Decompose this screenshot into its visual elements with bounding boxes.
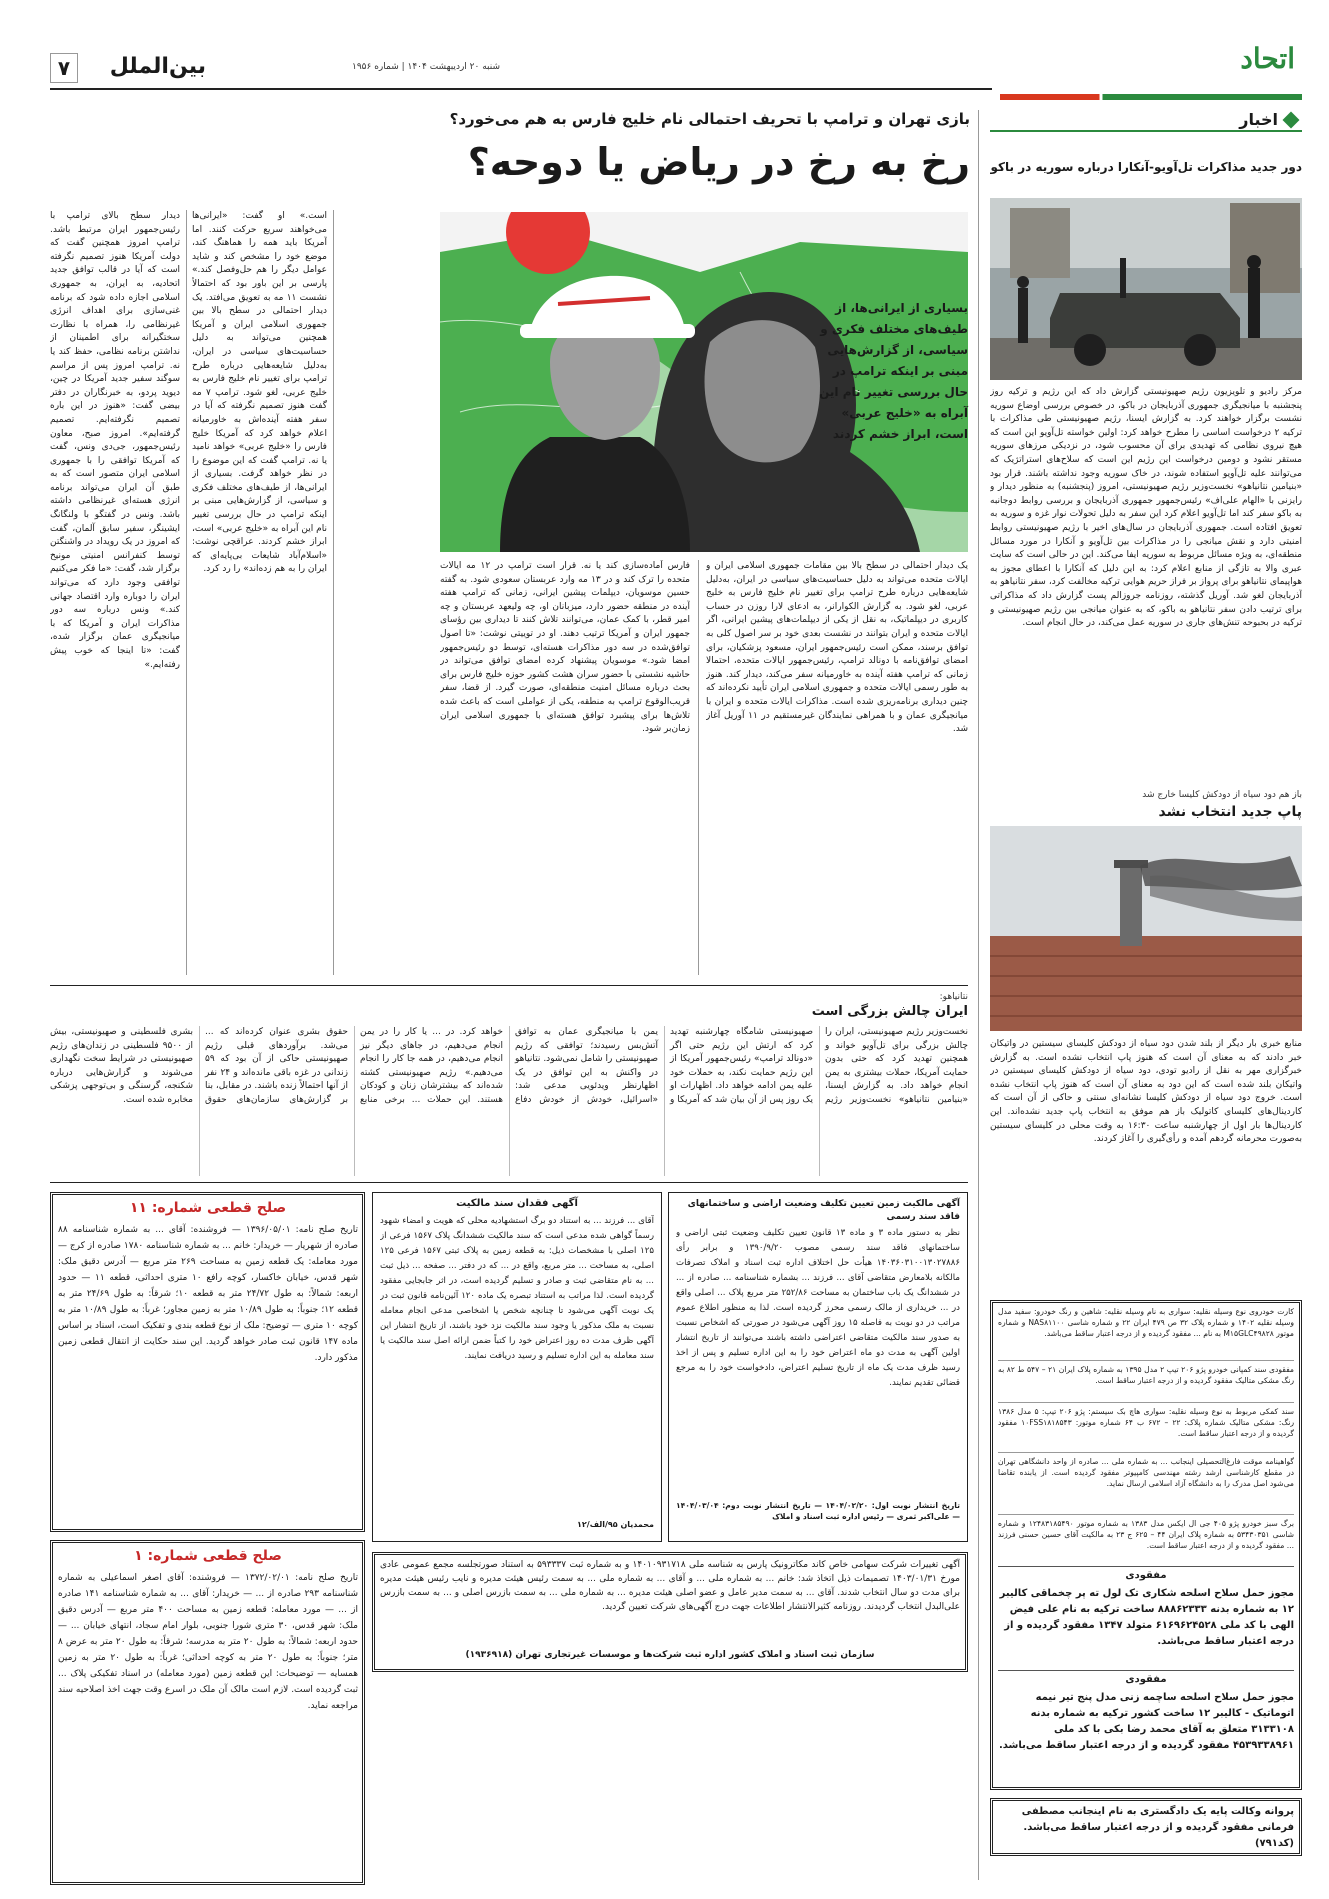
news2-kicker: باز هم دود سیاه از دودکش کلیسا خارج شد <box>1142 790 1302 800</box>
ad-divider <box>998 1360 1294 1361</box>
company-notice-body: آگهی تغییرات شرکت سهامی خاص کاند مکاترونیک پارس به شناسه ملی ۱۴۰۱۰۹۳۱۷۱۸ و به شماره ثبت ۵۹۳۳۳۷ به استناد صورتجلسه مجمع عمومی عادی مورخ ۱۴۰۳/۰۱/۳۱ تصمیمات ذیل اتخاذ شد: خانم ... به شماره ملی ... و آقای ... به شماره ملی ... به سمت رئیس هیئت مدیره و نایب رئیس هیئت مدیره برای مدت دو سال انتخاب شدند. آقای ... به سمت مدیر عامل و عضو اصلی هیئت مدیره ... به شماره ملی ... به سمت بازرس اصلی و ... به سمت بازرس علی‌البدل انتخاب گردیدند. روزنامه کثیرالانتشار اطلاعات جهت درج آگهی‌های شرکت تعیین گردید. <box>380 1560 960 1612</box>
ad-divider <box>998 1402 1294 1403</box>
article-col-3: است.» او گفت: «ایرانی‌ها می‌خواهند سریع حرکت کنند. اما آمریکا باید همه را هماهنگ کند، موضع خود را مشخص کند و شاید عوامل دیگر را هم حل‌وفصل کند.» پارسی بر این باور بود که احتمالاً نشست ۱۱ مه به تعویق می‌افتد. یک دیدار احتمالی در سطح بالا بین جمهوری اسلامی ایران و آمریکا همچنین می‌تواند به دلیل حساسیت‌های سیاسی در ایران، به‌دلیل شایعه‌هایی درباره طرح ترامپ برای تغییر نام خلیج فارس به خلیج عربی، لغو شود. ترامپ ۷ مه گفت هنوز تصمیم نگرفته که آیا در سفر هفته آینده‌اش به خاورمیانه اعلام خواهد کرد که آمریکا خلیج فارس را «خلیج عربی» خواهد نامید یا نه. ترامپ گفت که این موضوع را در نظر خواهد گرفت. بسیاری از ایرانی‌ها، از طیف‌های مختلف فکری و سیاسی، از گزارش‌هایی مبنی بر اینکه ترامپ در حال بررسی تغییر نام این آبراه به «خلیج عربی» است، ابراز خشم کردند. عراقچی نوشت: «اسلام‌آباد شایعات بی‌پایه‌ای که ایران را به هم زده‌اند» را رد کرد. <box>192 211 327 575</box>
news2-title: پاپ جدید انتخاب نشد <box>1158 804 1302 820</box>
sidebar-ad-4: گواهینامه موقت فارغ‌التحصیلی اینجانب ... به شماره ملی ... صادره از واحد دانشگاهی تهران در مقطع کارشناسی ارشد رشته مهندسی کامپیوتر مفقود گردیده است. از یابنده تقاضا می‌شود اصل مدرک را به دانشگاه آزاد اسلامی ارسال نماید. <box>998 1457 1294 1489</box>
ad-divider <box>998 1670 1294 1671</box>
ad-divider <box>998 1566 1294 1567</box>
sidebar-ad-3: سند کمکی مربوط به نوع وسیله نقلیه: سواری هاچ بک سیستم: پژو ۲۰۶ تیپ: ۵ مدل ۱۳۸۶ رنگ: مشکی متالیک شماره پلاک: ۲۲ – ۶۷۲ ب ۶۴ شماره موتور: ۱۰FSS۱۸۱۸۵۴۳ مفقود گردیده و از درجه اعتبار ساقط است. <box>998 1407 1294 1439</box>
section-rule <box>50 985 968 986</box>
header-rule <box>50 88 992 90</box>
ad-heading-lost: مفقودی <box>1125 1674 1167 1685</box>
pullquote: بسیاری از ایرانی‌ها، از طیف‌های مختلف فکری و سیاسی، از گزارش‌هایی مبنی بر اینکه ترامپ در حال بررسی تغییر نام این آبراه به «خلیج عربی» است، ابراز خشم کردند <box>819 301 968 441</box>
overline: بازی تهران و ترامپ با تحریف احتمالی نام خلیج فارس به هم می‌خورد؟ <box>449 110 970 128</box>
section-rule <box>50 1182 968 1183</box>
sale1-title: صلح قطعی شماره: ۱۱ <box>129 1200 287 1216</box>
land-notice-body: نظر به دستور ماده ۳ و ماده ۱۳ قانون تعیین تکلیف وضعیت ثبتی اراضی و ساختمانهای فاقد سند رسمی مصوب ۱۳۹۰/۹/۲۰ و برابر رأی ۱۴۰۳۶۰۳۱۰۰۱۳۰۲۷۸۸۶ هیأت حل اختلاف اداره ثبت اسناد و املاک تصرفات مالکانه بلامعارض متقاضی آقای ... فرزند ... بشماره شناسنامه ... صادره از ... در ششدانگ یک باب ساختمان به مساحت ۲۵۲/۸۶ متر مربع پلاک ... اصلی واقع در ... خریداری از مالک رسمی محرز گردیده است. لذا به منظور اطلاع عموم مراتب در دو نوبت به فاصله ۱۵ روز آگهی می‌شود در صورتی که اشخاص نسبت به صدور سند مالکیت متقاضی اعتراضی داشته باشند می‌توانند از تاریخ انتشار اولین آگهی به مدت دو ماه اعتراض خود را به این اداره تسلیم و پس از اخذ رسید ظرف مدت یک ماه از تاریخ تسلیم اعتراض، دادخواست خود را به مرجع قضائی تقدیم نمایند. <box>676 1228 960 1388</box>
news1-body: مرکز رادیو و تلویزیون رژیم صهیونیستی گزارش داد که این رژیم و ترکیه روز پنجشنبه با میانجیگری جمهوری آذربایجان در باکو، در خصوص بررسی اوضاع سوریه نشست برگزار خواهند کرد. به گزارش ایسنا، رژیم صهیونیستی طی مذاکرات با ترکیه ۲ درخواست اساسی را مطرح خواهد کرد: اولین خواسته تل‌آویو این است که هیچ نیروی نظامی که تهدیدی برای آن محسوب شود، در نزدیکی مرزهای سوریه مستقر نشود و دومین درخواست این رژیم این است که سلاح‌های استراتژیک که می‌توانند علیه تل‌آویو استفاده شوند، در خاک سوریه وجود نداشته باشند. قرار بود «بنیامین نتانیاهو» نخست‌وزیر رژیم صهیونیستی، امروز (پنجشنبه) به منظور دیدار و رایزنی با «الهام علی‌اف» رئیس‌جمهور جمهوری آذربایجان و بررسی روابط دوجانبه به باکو سفر کند اما تل‌آویو اعلام کرد این سفر به دلیل تحولات نوار غزه و سوریه به تعویق افتاده است. جمهوری آذربایجان در سال‌های اخیر با رژیم صهیونیستی روابط امنیتی دارد و نقش میانجی را در مذاکرات بین تل‌آویو و آنکارا در مورد مسائل منطقه‌ای، به ویژه مسائل مربوط به سوریه ایفا می‌کند. این در حالی است که سایت عبری والا به تازگی از منابع اعلام کرد: به این دلیل که آنکارا با اعطای مجوز به هواپیمای نتانیاهو برای پرواز بر فراز حریم هوایی ترکیه مخالفت کرد، سفر نتانیاهو به آذربایجان لغو شد. آوریل گذشته، روزنامه جروزالم پست گزارش داد که مذاکراتی برای ترتیب دادن سفر نتانیاهو به باکو، که به عنوان میانجی بین رژیم صهیونیستی و ترکیه در بحبوحه تنش‌های جاری در سوریه عمل می‌کند، در حال انجام است. <box>990 387 1302 629</box>
lower-kicker: نتانیاهو: <box>939 992 968 1002</box>
ad-divider <box>998 1514 1294 1515</box>
article-col-4: دیدار سطح بالای ترامپ با رئیس‌جمهور ایران مرتبط باشد. ترامپ امروز همچنین گفت که دولت آمریکا هنوز تصمیم نگرفته است که آیا در قالب توافق جدید اتحادیه، به ایران، به جمهوری اسلامی اجازه داده شود که برنامه غنی‌سازی برای اهداف انرژی غیرنظامی را، همراه با نظارت سختگیرانه برای اطمینان از نداشتن برنامه نظامی، حفظ کند یا نه. ترامپ امروز پس از مراسم سوگند سفیر جدید آمریکا در چین، دیوید پردو، به خبرنگاران در دفتر بیضی گفت: «هنوز در این باره تصمیم نگرفته‌ایم. تصمیم گرفته‌ایم». امروز صبح، معاون رئیس‌جمهور، جی‌دی ونس، گفت که آمریکا توافقی را با جمهوری اسلامی ایران متصور است که به طبق آن ایران می‌تواند برنامه انرژی هسته‌ای غیرنظامی داشته باشد. ونس در گفتگو با ولنگانگ ایشینگر، سفیر سابق آلمان، گفت که امروز در یک رویداد در واشنگتن توسط کنفرانس امنیتی مونیخ برگزار شد، گفت: «ما فکر می‌کنیم توافقی وجود دارد که می‌تواند ایران را دوباره وارد اقتصاد جهانی کند.» ونس درباره سه دور مذاکرات ایران و آمریکا که با میانجیگری عمان برگزار شده، گفت: «تا اینجا که خوب پیش رفته‌ایم.» <box>50 211 180 670</box>
sidebar-heading: اخبار <box>1239 110 1278 129</box>
ad-heading-lost: مفقودی <box>1125 1570 1167 1581</box>
page-header <box>30 42 1302 88</box>
news2-body: منابع خبری بار دیگر از بلند شدن دود سیاه از دودکش کلیسای سیستین در واتیکان خبر دادند که به معنای آن است که هنوز پاپ انتخاب نشده است. به گزارش خبرگزاری مهر به نقل از رادیو تودی، دود سیاه از دودکش کلیسای سیستین در واتیکان بلند شده است که این دود به معنای آن است که هنوز پاپ انتخاب نشده است. خروج دود سیاه از دودکش کلیسا نشانه‌ای سنتی و حاکی از آن است که کاردینال‌های کلیسای کاتولیک باز هم موفق به انتخاب پاپ جدید نشده‌اند. این کاردینال‌ها بار اول از چهارشنبه ساعت ۱۶:۳۰ به وقت محلی در کلیسای سیستین به‌صورت محرمانه گردهم آمده و رأی‌گیری را آغاز کردند. <box>990 1039 1302 1145</box>
sidebar-ad-6: مجوز حمل سلاح اسلحه شکاری تک لول ته پر چخماقی کالیبر ۱۲ به شماره بدنه ۸۸۸۶۲۳۳۳ ساخت ترکیه به نام علی فیض الهی با کد ملی ۶۱۶۹۶۲۴۵۲۸ متولد ۱۳۴۷ مفقود گردیده و از درجه اعتبار ساقط می‌باشد. <box>999 1588 1294 1647</box>
lower-title: ایران چالش بزرگی است <box>811 1004 968 1019</box>
lost-deed-title: آگهی فقدان سند مالکیت <box>456 1198 578 1209</box>
section-title: بین‌الملل <box>109 54 206 79</box>
date-issue: شنبه ۲۰ اردیبهشت ۱۴۰۴ | شماره ۱۹۵۶ <box>351 62 500 72</box>
sidebar-ad-7: مجوز حمل سلاح اسلحه ساچمه زنی مدل پنج تیر نیمه اتوماتیک - کالیبر ۱۲ ساخت کشور ترکیه به شماره بدنه ۳۱۳۳۱۰۸ متعلق به آقای محمد رضا بکی با کد ملی ۴۵۳۹۳۳۸۹۶۱ مفقود گردیده و از درجه اعتبار ساقط می‌باشد. <box>998 1692 1294 1751</box>
lower-article-body: نخست‌وزیر رژیم صهیونیستی، ایران را چالش بزرگی برای تل‌آویو خواند و همچنین تهدید کرد که حتی بدون حمایت آمریکا، حملات بیشتری به یمن انجام خواهد داد. به گزارش ایسنا، «بنیامین نتانیاهو» نخست‌وزیر رژیم صهیونیستی شامگاه چهارشنبه تهدید کرد که ارتش این رژیم حتی اگر «دونالد ترامپ» رئیس‌جمهور آمریکا از این رژیم حمایت نکند، به حملات خود علیه یمن ادامه خواهد داد. اظهارات او یک روز پس از آن بیان شد که آمریکا و یمن با میانجیگری عمان به توافق آتش‌بس رسیدند؛ توافقی که رژیم صهیونیستی را شامل نمی‌شود. نتانیاهو در واکنش به این توافق در یک اظهارنظر ویدئویی مدعی شد: «اسرائیل، خودش از خودش دفاع خواهد کرد. در ... یا کار را در یمن انجام می‌دهیم، در جاهای دیگر نیز انجام می‌دهیم، در همه جا کار را انجام می‌دهیم.» رژیم صهیونیستی کشته شده‌اند که بیشترشان زنان و کودکان هستند. این حملات ... برخی منابع حقوق بشری عنوان کرده‌اند که ... می‌شد. برآوردهای قبلی رژیم صهیونیستی حاکی از آن بود که ۵۹ زندانی در غزه باقی مانده‌اند و ۲۴ نفر از آنها احتمالاً زنده باشند. در مقابل، بنا بر گزارش‌های سازمان‌های حقوق بشری فلسطینی و صهیونیستی، بیش از ۹۵۰۰ فلسطینی در زندان‌های رژیم صهیونیستی در شرایط سخت نگهداری می‌شوند و گزارش‌هایی درباره شکنجه، گرسنگی و بی‌توجهی پزشکی مخابره شده است. <box>50 1027 968 1105</box>
sale2-title: صلح قطعی شماره: ۱ <box>134 1548 282 1564</box>
sale1-body: تاریخ صلح نامه: ۱۳۹۶/۰۵/۰۱ — فروشنده: آقای ... به شماره شناسنامه ۸۸ صادره از شهریار — خریدار: خانم ... به شماره شناسنامه ۱۷۸۰ صادره از کرج — مورد معامله: یک قطعه زمین به مساحت ۲۶۹ متر مربع — آدرس دقیق ملک: شهر قدس، خیابان خاکسار، کوچه رافع ۱۰ متری احداثی، قطعه ۱۱ — حدود اربعه: شمالاً: به طول ۲۴/۷۲ متر به قطعه ۱۰؛ شرقاً: به طول ۲۴/۶۹ متر به قطعه ۱۲؛ جنوباً: به طول ۱۰/۸۹ متر به زمین مجاور؛ غرباً: به طول ۱۰/۸۹ متر به کوچه ۱۰ متری — توضیح: ملک از نوع قطعه بندی و تفکیک است، اسناد بر اساس ماده ۱۴۷ قانون ثبت صادر خواهد گردید. این سند حکایت از انتقال قطعی زمین مذکور دارد. <box>58 1225 358 1363</box>
sidebar-divider <box>978 110 979 1880</box>
news1-title: دور جدید مذاکرات تل‌آویو-آنکارا درباره سوریه در باکو <box>990 160 1302 174</box>
page-number: ۷ <box>57 56 71 80</box>
masthead-logo: اتحاد <box>1240 42 1295 75</box>
article-col-3b <box>340 558 432 975</box>
sale2-body: تاریخ صلح نامه: ۱۳۷۲/۰۲/۰۱ — فروشنده: آقای اصغر اسماعیلی به شماره شناسنامه ۲۹۳ صادره از ... — خریدار: آقای ... به شماره شناسنامه ۱۴۱ صادره از ... — مورد معامله: قطعه زمین به مساحت ۴۰۰ متر مربع — آدرس دقیق ملک: شهر قدس، ۳۰ متری شورا جنوبی، بلوار امام سجاد، انتهای خیابان ... — حدود اربعه: شمالاً: به طول ۲۰ متر به مدرسه؛ شرقاً: به طول ۲۰ متر به عرض ۸ متر؛ جنوباً: به طول ۲۰ متر به کوچه احداثی؛ غرباً: به طول ۲۰ متر به زمین همسایه — توضیحات: این قطعه زمین (مورد معامله) در اسناد تفکیکی پلاک ... ثبت گردیده است. لازم است مالک آن ملک در اسرع وقت جهت اخذ اصلاحیه سند مراجعه نماید. <box>58 1573 358 1711</box>
article-col-2: فارس آماده‌سازی کند یا نه. قرار است ترامپ در ۱۲ مه ایالات متحده را ترک کند و در ۱۳ مه وارد عربستان سعودی شود. به گفته حسین موسویان، دیپلمات پیشین ایرانی، زمانی که ترامپ هفته آینده در منطقه حضور دارد، میزبانان او، چه ولیعهد عربستان و چه امیر قطر، با کمک عمان، می‌توانند تلاش کنند تا دیداری بین رؤسای جمهور ایران و آمریکا ترتیب دهند. او در توییتی نوشت: «تا اصول توافق‌شده در سه دور مذاکرات هسته‌ای، توسط دو رئیس‌جمهور امضا شود.» موسویان پیشنهاد کرده امضای توافق می‌تواند در حاشیه نشستی با حضور سران هشت کشور حوزه خلیج فارس برای بحث درباره مسائل امنیت منطقه‌ای، صورت گیرد. از قضا، سفر قریب‌الوقوع ترامپ به منطقه، یکی از عواملی است که باعث شده تلاش‌ها برای پیشبرد توافق هسته‌ای با جمهوری اسلامی ایران زمان‌بر شود. <box>440 561 690 735</box>
headline: رخ به رخ در ریاض یا دوحه؟ <box>467 140 970 184</box>
sidebar-ad-5: برگ سبز خودرو پژو ۴۰۵ جی ال ایکس مدل ۱۳۸۳ به شماره موتور ۱۲۴۸۳۱۸۵۴۹۰ و شماره شاسی ۵۳۴۳۰۳۵۱ به شماره پلاک ایران ۴۴ – ۶۲۵ ج ۲۳ به مالکیت آقای حسین حسنی فرزند ... مفقود گردیده و از درجه اعتبار ساقط است. <box>998 1519 1294 1551</box>
news2-photo <box>990 826 1302 1031</box>
land-notice-title: آگهی مالکیت زمین تعیین تکلیف وضعیت اراضی و ساختمانهای فاقد سند رسمی <box>687 1199 960 1222</box>
ad-divider <box>998 1452 1294 1453</box>
column-divider <box>698 560 699 975</box>
article-col-1: یک دیدار احتمالی در سطح بالا بین مقامات جمهوری اسلامی ایران و ایالات متحده می‌تواند به دلیل حساسیت‌های سیاسی در ایران، به‌دلیل شایعه‌هایی درباره طرح ترامپ برای تغییر نام خلیج فارس به خلیج عربی، لغو شود. به گزارش الکوارانر، به ادعای لارا روزن در حساب کاربری در دیپلماتیک، به نقل از یکی از دیپلمات‌های پیشین ایرانی، اگر ایالات متحده و ایران بتوانند در نشست بعدی خود بر سر اصول کلی به توافق برسند، ممکن است رئیس‌جمهور ایران، مسعود پزشکیان، برای امضای توافق‌نامه با دونالد ترامپ، رئیس‌جمهور ایالات متحده، احتمالا زمانی که ترامپ هفته آینده به خاورمیانه سفر می‌کند، دیدار کند. هنوز به طور رسمی ایالات متحده و جمهوری اسلامی ایران تأیید نکرده‌اند که چنین دیداری برنامه‌ریزی شده است. مذاکرات ایالات متحده و ایران با میانجیگری عمان و با همراهی نمایندگان غیرمستقیم در ۱۱ آوریل آغاز شد. <box>706 561 968 735</box>
land-notice-footer: تاریخ انتشار نوبت اول: ۱۴۰۴/۰۲/۲۰ — تاریخ انتشار نوبت دوم: ۱۴۰۴/۰۳/۰۴ — علی‌اکبر ثمری — رئیس اداره ثبت اسناد و املاک <box>676 1501 960 1522</box>
lost-deed-body: آقای ... فرزند ... به استناد دو برگ استشهادیه محلی که هویت و امضاء شهود رسماً گواهی شده مدعی است که سند مالکیت ششدانگ پلاک ۱۵۶۷ فرعی از ۱۲۵ اصلی با مشخصات ذیل: به قطعه زمین به پلاک ثبتی ۱۵۶۷ فرعی ۱۲۵ اصلی، به مساحت ... متر مربع، واقع در ... که در دفتر ... صفحه ... ذیل ثبت ... به نام متقاضی ثبت و صادر و تسلیم گردیده است، در اثر جابجایی مفقود گردیده است. لذا مراتب به استناد تبصره یک ماده ۱۲۰ آئین‌نامه قانون ثبت در یک نوبت آگهی می‌شود تا چنانچه شخص یا اشخاصی مدعی انجام معامله نسبت به ملک مذکور یا وجود سند مالکیت نزد خود باشند، از تاریخ انتشار این آگهی ظرف مدت ده روز اعتراض خود را کتباً ضمن ارائه اصل سند مالکیت یا سند معامله به این اداره تسلیم و رسید دریافت نمایند. <box>380 1216 654 1361</box>
news1-photo <box>990 198 1302 380</box>
sidebar-ad-1: کارت خودروی نوع وسیله نقلیه: سواری به نام وسیله نقلیه: شاهین و رنگ خودرو: سفید مدل وسیله نقلیه ۱۴۰۲ و شماره پلاک ۳۲ ص ۴۷۹ ایران ۲۲ و شماره شاسی NAS۸۱۱۰۰ و شماره موتور M۱۵GLC۴۹۸۲۸ به نام ... مفقود گردیده و از درجه اعتبار ساقط می‌باشد. <box>998 1307 1294 1339</box>
lost-deed-footer: محمدیان ۹۵/الف/۱۲ <box>577 1520 654 1529</box>
column-divider <box>333 210 334 975</box>
sidebar-ad-2: مفقودی سند کمپانی خودرو پژو ۲۰۶ تیپ ۲ مدل ۱۳۹۵ به شماره پلاک ایران ۲۱ – ۵۴۷ ط ۸۲ به رنگ مشکی متالیک مفقود گردیده و از درجه اعتبار ساقط است. <box>998 1365 1294 1386</box>
masthead-stripe <box>1000 94 1302 100</box>
sidebar <box>990 110 1302 1880</box>
company-notice-footer: سازمان ثبت اسناد و املاک کشور اداره ثبت شرکت‌ها و موسسات غیرتجاری تهران (۱۹۳۶۹۱۸) <box>465 1650 875 1660</box>
column-divider <box>186 210 187 975</box>
sidebar-ad-8: پروانه وکالت پایه یک دادگستری به نام اینجانب مصطفی فرمانی مفقود گردیده و از درجه اعتبار ساقط می‌باشد. (کد۷۹۱) <box>1021 1806 1294 1849</box>
